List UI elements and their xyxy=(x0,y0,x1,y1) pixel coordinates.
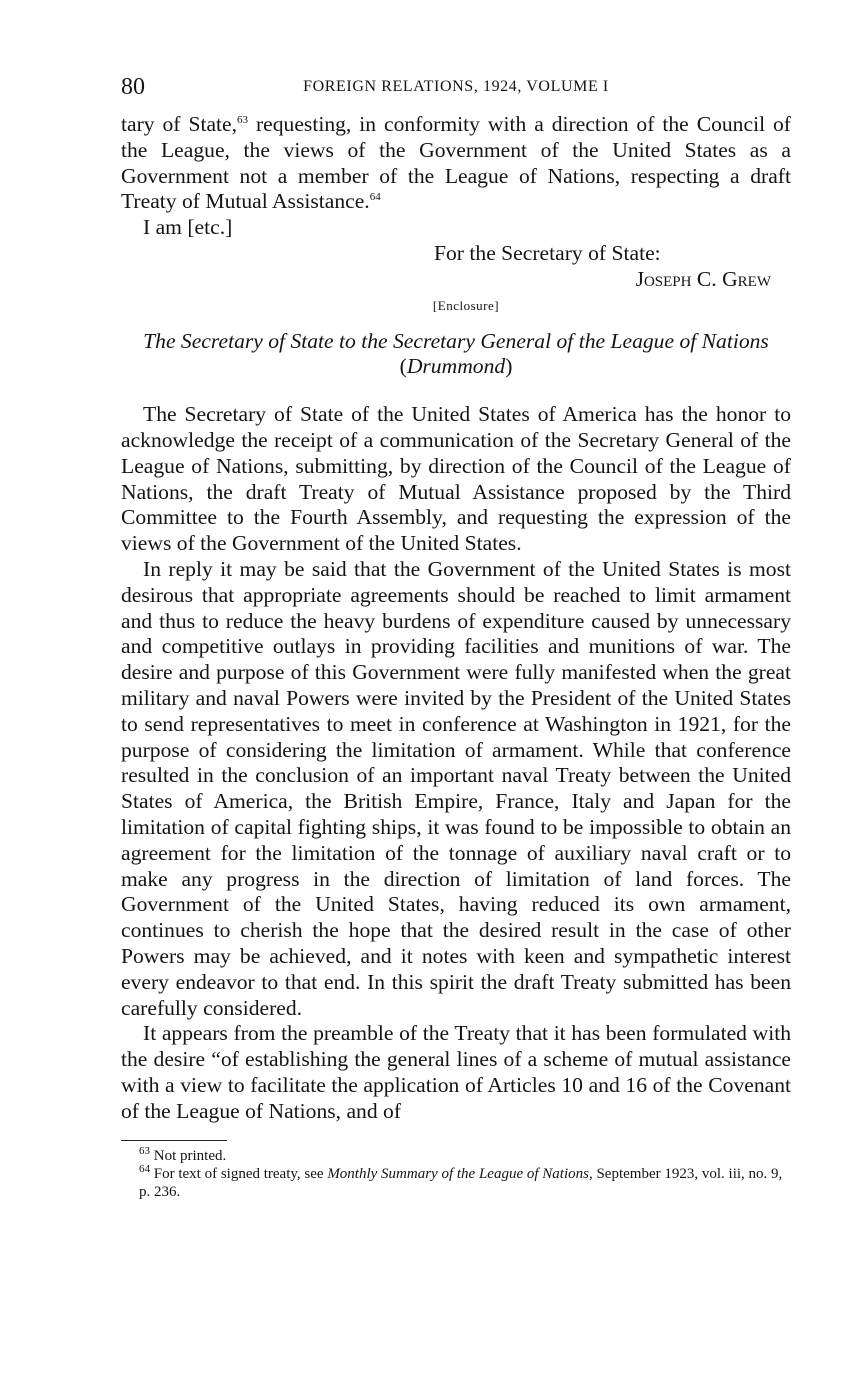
footnote-ref-63: 63 xyxy=(237,113,249,126)
enclosure-title-name: Drummond xyxy=(406,354,506,379)
body-paragraph-1: The Secretary of State of the United States of America has the honor to acknowledge the receipt of a communication of the Secretary General of the League of Nations, submitting, by direction of the Council of the League of Nations, the draft Treaty of Mutual Assistance proposed by the Third Committee to the Fourth Assembly, and requesting the expression of the views of the Government of the United States. xyxy=(121,402,791,556)
signature-name: Joseph C. Grew xyxy=(635,266,771,291)
footnote-divider xyxy=(121,1140,227,1141)
footnote-63-marker: 63 xyxy=(139,1145,150,1158)
footnote-64-text-a: For text of signed treaty, see xyxy=(153,1166,328,1183)
page-header xyxy=(121,72,791,102)
footnote-63 xyxy=(121,1147,791,1165)
opening-text-b: requesting, in conformity with a direction of the Council of the League, the views of the Government of the United States as a Government not a member of the League of Nations, respecting a draft Treaty of Mutual Assistance. xyxy=(121,112,791,214)
closing-line: I am [etc.] xyxy=(143,215,233,240)
body-paragraph-3: It appears from the preamble of the Treaty that it has been formulated with the desire “of establishing the general lines of a scheme of mutual assistance with a view to facilitate the application of Articles 10 and 16 of the Covenant of the League of Nations, and of xyxy=(121,1021,791,1123)
enclosure-label: [Enclosure] xyxy=(432,297,500,313)
page-number: 80 xyxy=(121,74,145,100)
opening-paragraph xyxy=(121,112,791,215)
enclosure-title-text: The Secretary of State to the Secretary General of the League of Nations xyxy=(143,328,769,353)
signature-for-line: For the Secretary of State: xyxy=(434,240,661,265)
page-body xyxy=(121,112,791,1201)
footnote-63-text: Not printed. xyxy=(153,1148,227,1165)
footnote-ref-64: 64 xyxy=(369,191,381,204)
footnote-64-text-b: , September 1923, vol. iii, no. 9, p. 236. xyxy=(139,1166,783,1201)
footnote-64 xyxy=(121,1165,791,1201)
running-title: FOREIGN RELATIONS, 1924, VOLUME I xyxy=(303,78,609,95)
body-paragraph-2: In reply it may be said that the Government of the United States is most desirous that appropriate agreements should be reached to limit armament and thus to reduce the heavy burdens of expenditure caused by unnecessary and competitive outlays in providing facilities and munitions of war. The desire and purpose of this Government were fully manifested when the great military and naval Powers were invited by the President of the United States to send representatives to meet in conference at Washington in 1921, for the purpose of considering the limitation of armament. While that conference resulted in the conclusion of an important naval Treaty between the United States of America, the British Empire, France, Italy and Japan for the limitation of capital fighting ships, it was found to be impossible to obtain an agreement for the limitation of the tonnage of auxiliary naval craft or to make any progress in the direction of limitation of land forces. The Government of the United States, having reduced its own armament, continues to cherish the hope that the desired result in the case of other Powers may be achieved, and it notes with keen and sympathetic interest every endeavor to that end. In this spirit the draft Treaty submitted has been carefully considered. xyxy=(121,556,791,1020)
footnote-64-title: Monthly Summary of the League of Nations xyxy=(327,1166,589,1183)
enclosure-title-open-paren: ( xyxy=(399,354,407,379)
enclosure-title xyxy=(121,329,791,381)
opening-text-a: tary of State, xyxy=(121,112,238,136)
enclosure-title-close-paren: ) xyxy=(505,354,513,379)
footnote-64-marker: 64 xyxy=(139,1163,150,1176)
